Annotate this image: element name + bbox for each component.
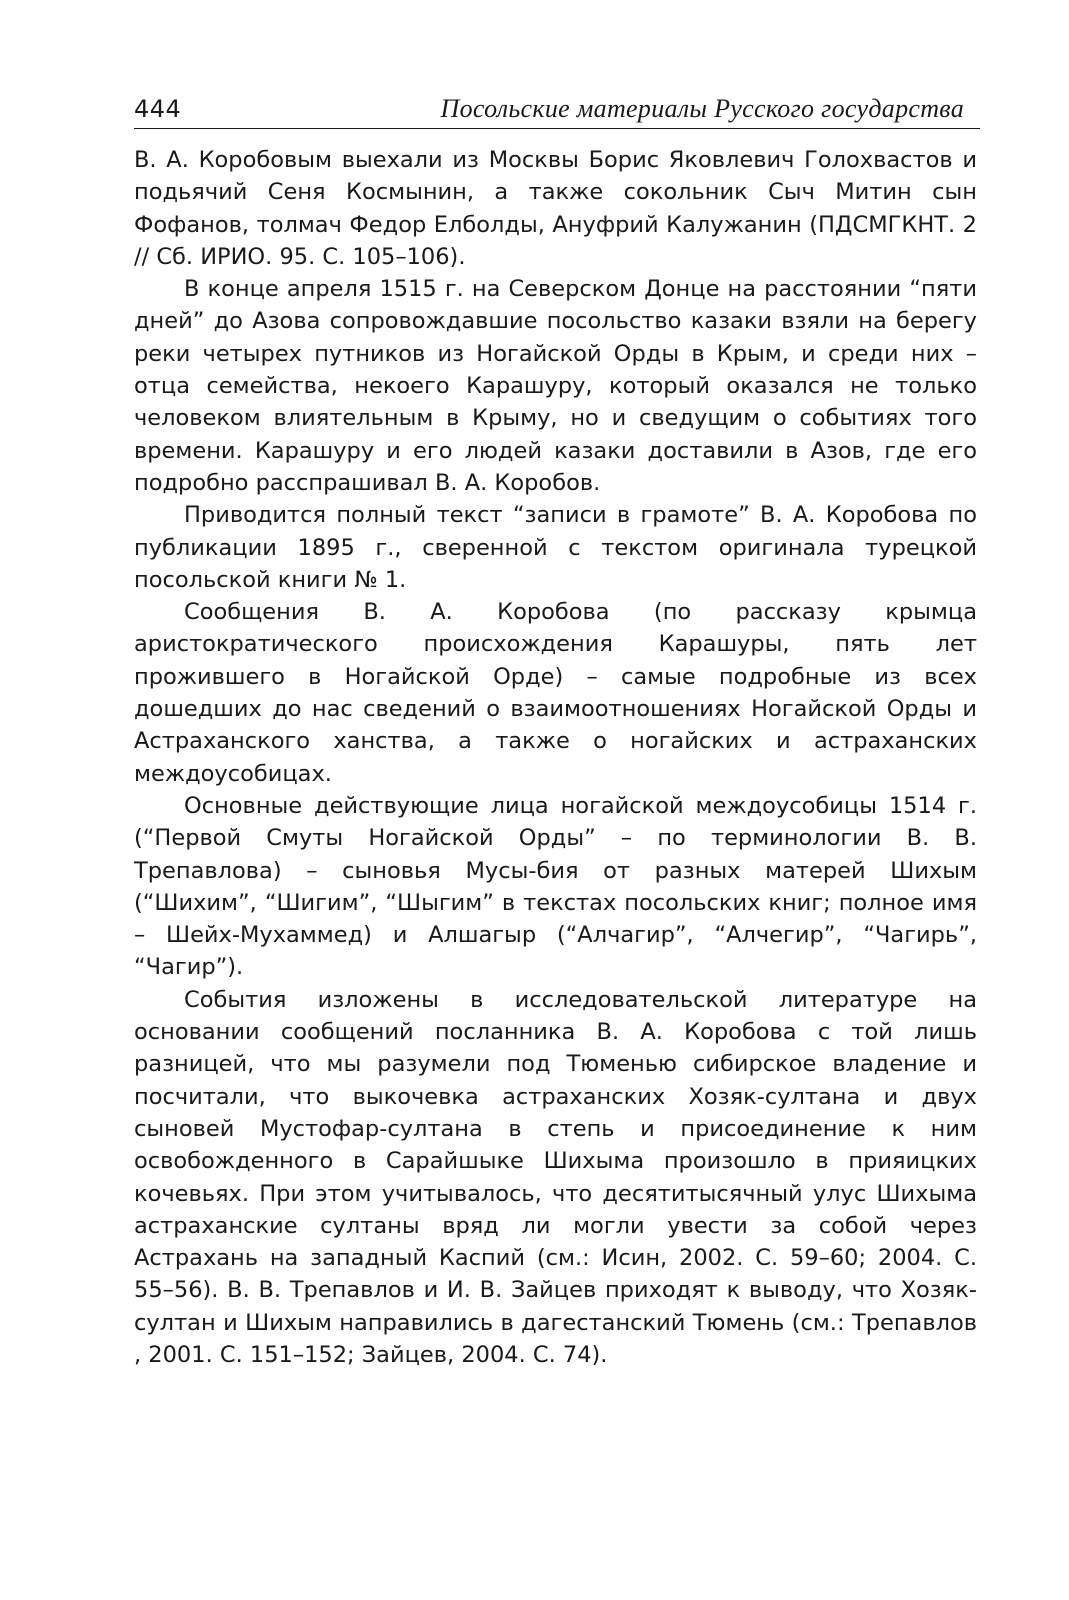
body-text (134, 144, 977, 1371)
paragraph: В. А. Коробовым выехали из Москвы Борис Яковлевич Голохвастов и подьячий Сеня Космынин, а также сокольник Сыч Митин сын Фофанов, толмач Федор Елболды, Ануфрий Калужанин (ПДСМГКНТ. 2 // Сб. ИРИО. 95. С. 105–106). (134, 147, 977, 270)
paragraph: В конце апреля 1515 г. на Северском Донце на расстоянии “пяти дней” до Азова сопровождавшие посольство казаки взяли на берегу реки четырех путников из Ногайской Орды в Крым, и среди них – отца семейства, некоего Карашуру, который оказался не только человеком влиятельным в Крыму, но и сведущим о событиях того времени. Карашуру и его людей казаки доставили в Азов, где его подробно расспрашивал В. А. Коробов. (134, 276, 977, 496)
paragraph: Сообщения В. А. Коробова (по рассказу крымца аристократического происхождения Карашуры, пять лет прожившего в Ногайской Орде) – самые подробные из всех дошедших до нас сведений о взаимоотношениях Ногайской Орды и Астраханского ханства, а также о ногайских и астраханских междоусобицах. (134, 599, 977, 787)
page-header (134, 94, 976, 130)
paragraph: События изложены в исследовательской литературе на основании сообщений посланника В. А. Коробова с той лишь разницей, что мы разумели под Тюменью сибирское владение и посчитали, что выкочевка астраханских Хозяк-султана и двух сыновей Мустофар-султана в степь и присоединение к ним освобожденного в Сарайшыке Шихыма произошло в прияицких кочевьях. При этом учитывалось, что десятитысячный улус Шихыма астраханские султаны вряд ли могли увести за собой через Астрахань на западный Каспий (см.: Исин, 2002. С. 59–60; 2004. С. 55–56). В. В. Трепавлов и И. В. Зайцев приходят к выводу, что Хозяк-султан и Шихым направились в дагестанский Тюмень (см.: Трепавлов , 2001. С. 151–152; Зайцев, 2004. С. 74). (134, 986, 977, 1368)
running-title: Посольские материалы Русского государства (440, 94, 964, 123)
page-number: 444 (134, 95, 182, 123)
paragraph: Приводится полный текст “записи в грамоте” В. А. Коробова по публикации 1895 г., сверенной с текстом оригинала турецкой посольской книги № 1. (134, 502, 977, 593)
paragraph: Основные действующие лица ногайской междоусобицы 1514 г. (“Первой Смуты Ногайской Орды” – по терминологии В. В. Трепавлова) – сыновья Мусы-бия от разных матерей Шихым (“Шихим”, “Шигим”, “Шыгим” в текстах посольских книг; полное имя – Шейх-Мухаммед) и Алшагыр (“Алчагир”, “Алчегир”, “Чагирь”, “Чагир”). (134, 792, 977, 981)
header-rule (134, 128, 980, 129)
